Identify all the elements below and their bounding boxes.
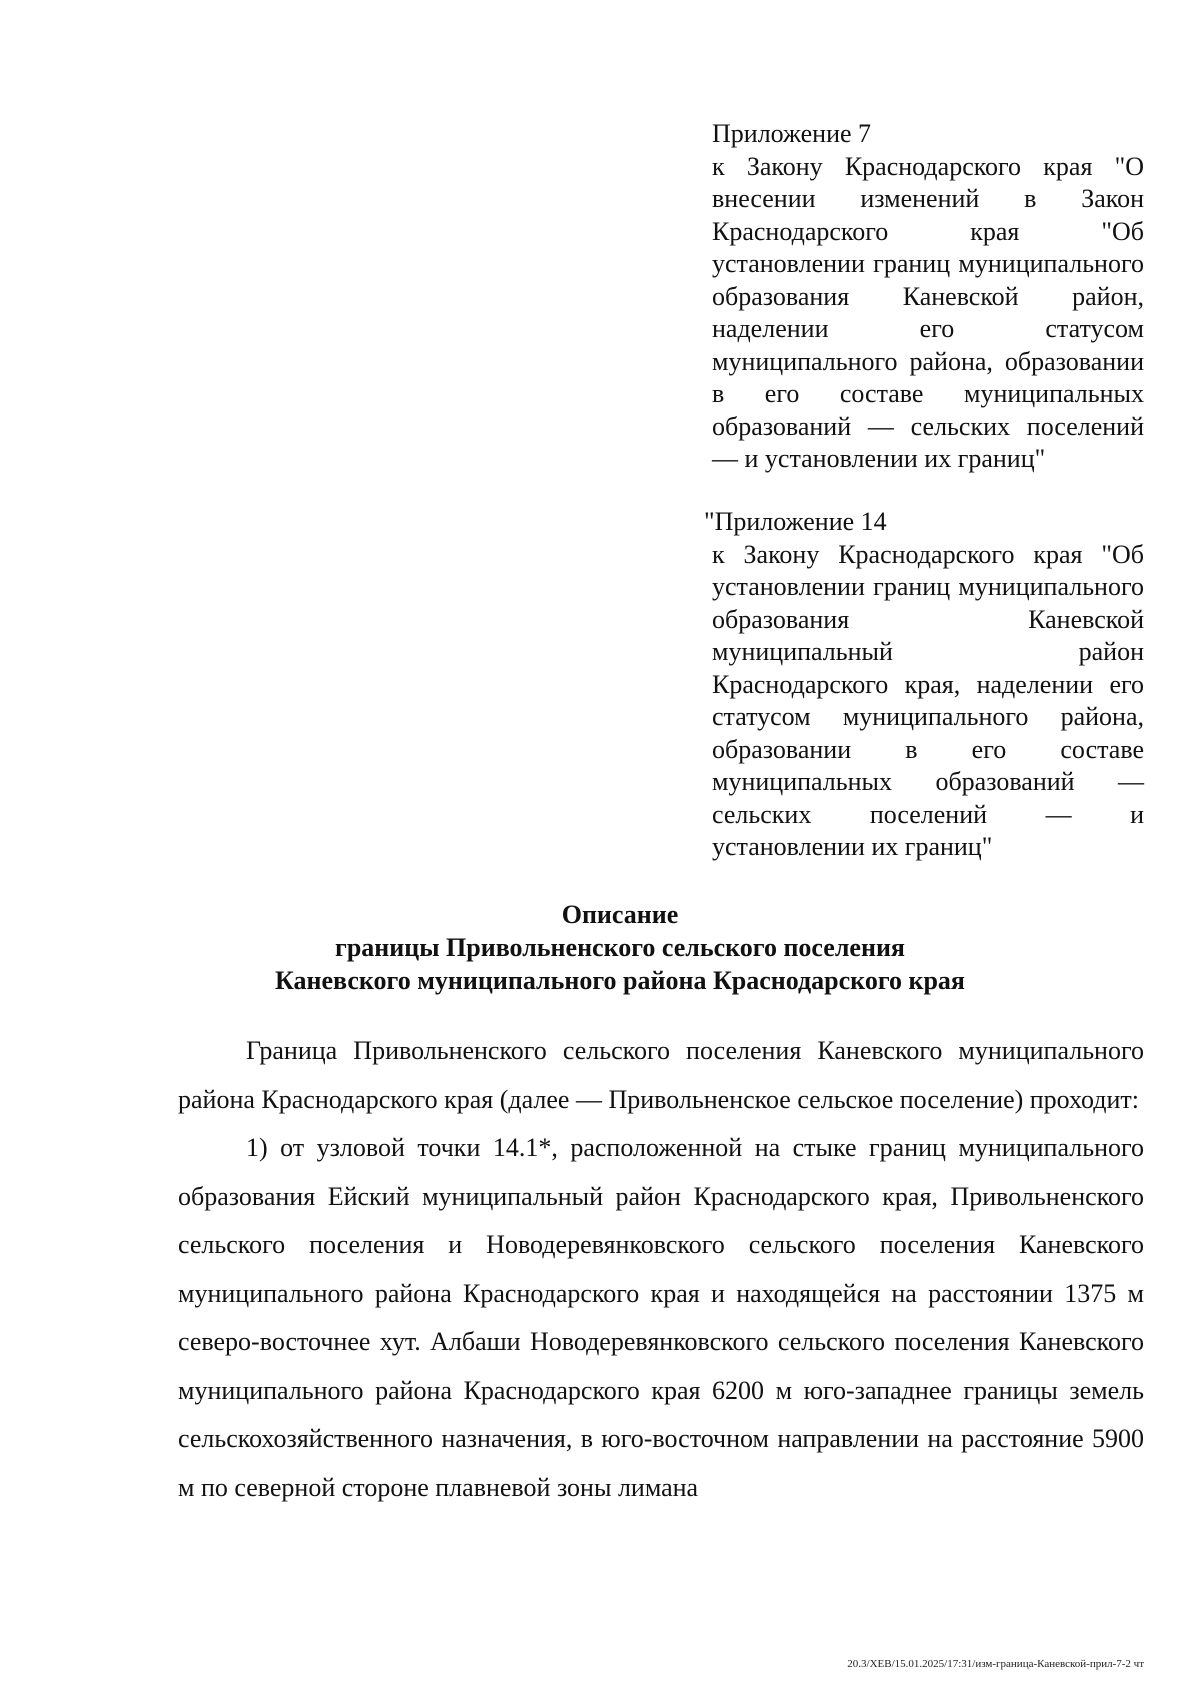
- document-body: [178, 1027, 1144, 1512]
- heading-line-3: Каневского муниципального района Краснодарского края: [274, 966, 965, 995]
- body-paragraph-1: Граница Привольненского сельского поселения Каневского муниципального района Краснодарского края (далее — Привольненское сельское поселение) проходит:: [178, 1036, 1144, 1114]
- annex-14-body: к Закону Краснодарского края "Об установлении границ муниципального образования Каневской муниципальный район Краснодарского края, наделении его статусом муниципального района, образовании в его составе муниципальных образований — сельских поселений — и установлении их границ": [712, 539, 1144, 861]
- document-heading: [170, 898, 1070, 997]
- annex-14-block: [704, 506, 1144, 864]
- body-paragraph-2: 1) от узловой точки 14.1*, расположенной на стыке границ муниципального образования Ейский муниципальный район Краснодарского края, Привольненского сельского поселения и Новодеревянковского сельского поселения Каневского муниципального района Краснодарского края и находящейся на расстоянии 1375 м северо-восточнее хут. Албаши Новодеревянковского сельского поселения Каневского муниципального района Краснодарского края 6200 м юго-западнее границы земель сельскохозяйственного назначения, в юго-восточном направлении на расстояние 5900 м по северной стороне плавневой зоны лимана: [178, 1133, 1144, 1502]
- annex-14-title: "Приложение 14: [704, 507, 887, 536]
- footer-reference: 20.3/ХЕВ/15.01.2025/17:31/изм-граница-Каневской-прил-7-2 чт: [847, 1658, 1144, 1670]
- annex-7-block: [712, 118, 1144, 476]
- annex-7-title: Приложение 7: [712, 119, 872, 148]
- annex-7-body: к Закону Краснодарского края "О внесении изменений в Закон Краснодарского края "Об установлении границ муниципального образования Каневской район, наделении его статусом муниципального района, образовании в его составе муниципальных образований — сельских поселений — и установлении их границ": [712, 151, 1144, 473]
- heading-line-2: границы Привольненского сельского поселения: [335, 933, 905, 962]
- heading-line-1: Описание: [561, 900, 679, 929]
